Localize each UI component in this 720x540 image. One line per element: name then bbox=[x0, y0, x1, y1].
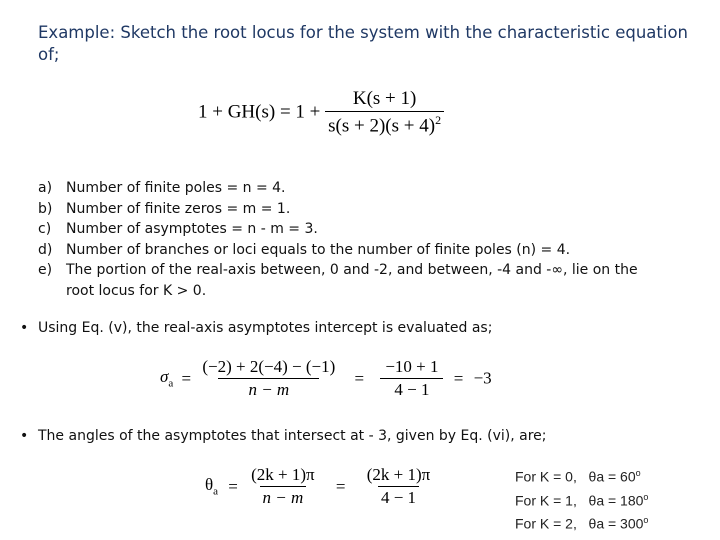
equation-denominator bbox=[325, 111, 444, 137]
list-item-text: Number of asymptotes = n - m = 3. bbox=[66, 221, 318, 237]
bullet-text: Using Eq. (v), the real-axis asymptotes intercept is evaluated as; bbox=[38, 320, 493, 336]
fraction-numerator: −10 + 1 bbox=[385, 357, 439, 376]
list-item-label: d) bbox=[38, 241, 53, 258]
bullet-asymptote-intercept bbox=[20, 320, 492, 336]
characteristic-equation bbox=[198, 88, 444, 137]
theta-subscript: a bbox=[213, 485, 219, 498]
equals-sign: = bbox=[228, 476, 238, 496]
fraction-denominator-text: n − m bbox=[248, 380, 290, 399]
angle-text: For K = 1, θa = 180 bbox=[515, 492, 644, 509]
list-item bbox=[38, 240, 678, 261]
angle-text: For K = 2, θa = 300 bbox=[515, 515, 644, 532]
theta-symbol bbox=[205, 475, 219, 498]
fraction-denominator-text: n − m bbox=[262, 488, 304, 507]
fraction-numerator: (2k + 1)π bbox=[366, 465, 431, 484]
equals-sign: = bbox=[181, 368, 192, 388]
bullet-marker: • bbox=[20, 428, 29, 444]
fraction-numerator: (−2) + 2(−4) − (−1) bbox=[202, 357, 336, 376]
theta-fraction-2 bbox=[364, 465, 434, 508]
angle-row bbox=[515, 463, 648, 487]
degree-mark: o bbox=[643, 515, 649, 526]
equals-sign: = bbox=[354, 368, 365, 388]
theta-equation bbox=[205, 465, 433, 508]
angle-row bbox=[515, 510, 648, 534]
theta-letter: θ bbox=[205, 475, 214, 495]
theta-fraction-1 bbox=[248, 465, 318, 508]
sigma-letter: σ bbox=[160, 367, 169, 387]
sigma-result: −3 bbox=[473, 368, 492, 388]
property-list bbox=[38, 178, 678, 301]
equation-fraction bbox=[325, 88, 444, 137]
degree-mark: o bbox=[643, 491, 649, 502]
sigma-symbol bbox=[160, 367, 174, 390]
bullet-marker: • bbox=[20, 320, 29, 336]
list-item-text: Number of finite poles = n = 4. bbox=[66, 180, 286, 196]
fraction-numerator: (2k + 1)π bbox=[251, 465, 315, 484]
sigma-fraction-1 bbox=[199, 357, 338, 400]
list-item-label: c) bbox=[38, 221, 52, 237]
equals-sign: = bbox=[453, 368, 464, 388]
sigma-equation bbox=[160, 357, 492, 400]
bullet-asymptote-angles bbox=[20, 428, 547, 444]
sigma-fraction-2 bbox=[380, 357, 443, 400]
sigma-subscript: a bbox=[168, 377, 174, 390]
denominator-text: s(s + 2)(s + 4) bbox=[328, 115, 436, 137]
list-item-text: Number of branches or loci equals to the number of finite poles (n) = 4. bbox=[66, 241, 571, 258]
degree-mark: o bbox=[635, 468, 641, 478]
page-title: Example: Sketch the root locus for the system with the characteristic equation of; bbox=[38, 23, 689, 64]
bullet-text: The angles of the asymptotes that intersect at - 3, given by Eq. (vi), are; bbox=[38, 428, 547, 444]
equals-sign: = bbox=[335, 476, 346, 496]
list-item bbox=[38, 260, 678, 301]
list-item-text: Number of finite zeros = m = 1. bbox=[66, 200, 291, 217]
fraction-denominator bbox=[218, 378, 319, 400]
fraction-denominator: 4 − 1 bbox=[380, 378, 443, 400]
denominator-exponent: 2 bbox=[435, 113, 442, 127]
fraction-denominator bbox=[260, 486, 307, 508]
list-item-text: The portion of the real-axis between, 0 and -2, and between, -4 and -∞, lie on the root locus for K > 0. bbox=[66, 262, 638, 299]
list-item bbox=[38, 219, 678, 240]
fraction-denominator: 4 − 1 bbox=[378, 486, 419, 508]
angle-text: For K = 0, θa = 60 bbox=[515, 468, 636, 485]
list-item bbox=[38, 178, 678, 199]
list-item bbox=[38, 199, 678, 220]
asymptote-angle-values bbox=[515, 463, 648, 534]
list-item-label: b) bbox=[38, 200, 53, 217]
list-item-label: a) bbox=[38, 180, 53, 196]
list-item-label: e) bbox=[38, 262, 53, 278]
equation-lhs: 1 + GH(s) = 1 + bbox=[198, 101, 321, 123]
equation-numerator: K(s + 1) bbox=[352, 88, 417, 109]
angle-row bbox=[515, 487, 648, 511]
